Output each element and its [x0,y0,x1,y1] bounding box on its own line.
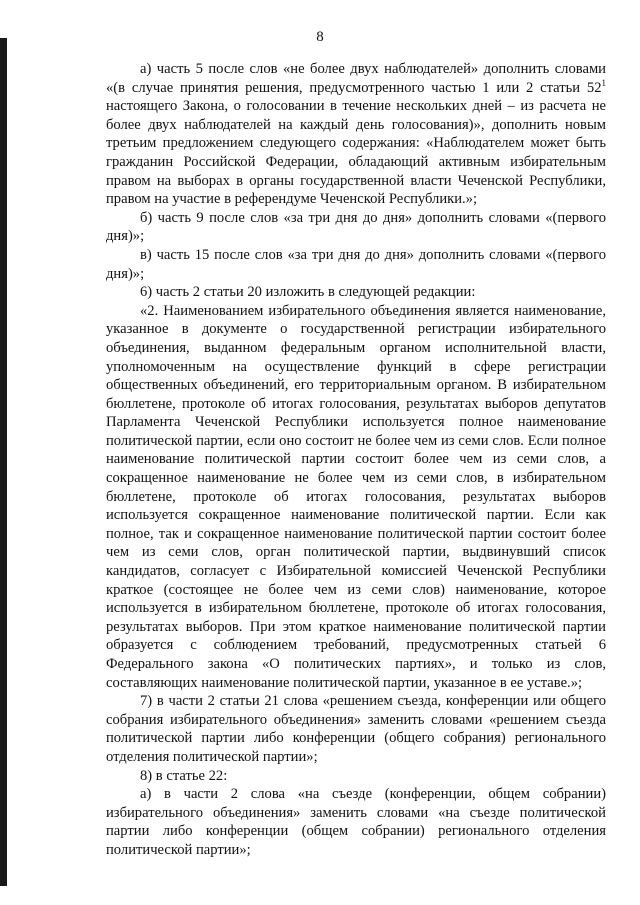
paragraph-text: а) часть 5 после слов «не более двух наблюдателей» дополнить словами «(в случае принятия решения, предусмотренного частью 1 или 2 статьи 52 [106,61,606,96]
document-body [106,60,606,860]
paragraph-amendment-v-part-15: в) часть 15 после слов «за три дня до дня» дополнить словами «(первого дня)»; [106,246,606,282]
paragraph-item-8: 8) в статье 22: [140,767,228,784]
paragraph-item-7: 7) в части 2 статьи 21 слова «решением съезда, конференции или общего собрания избирательного объединения» заменить словами «решением съезда политической партии либо конференции (общего собрания) регионального отделения политической партии»; [106,693,606,765]
scan-edge-bar [0,38,7,886]
paragraph-item-6: 6) часть 2 статьи 20 изложить в следующей редакции: [140,284,476,301]
paragraph-item-8-a: а) в части 2 слова «на съезде (конференции, общем собрании) избирательного объединения» заменить словами «на съезде политической партии либо конференции (общем собрании) регионального отделения политической партии»; [106,786,606,858]
page-number: 8 [316,29,324,45]
paragraph-text-continued: настоящего Закона, о голосовании в течение нескольких дней – из расчета не более двух наблюдателей на каждый день голосования)», дополнить новым третьим предложением следующего содержания: «Наблюдателем может быть гражданин Российской Федерации, обладающий активным избирательным правом на выборах в органы государственной власти Чеченской Республики, правом на участие в референдуме Чеченской Республики.»; [106,98,606,208]
superscript-article-index: 1 [601,77,606,88]
paragraph-article-20-part-2: «2. Наименованием избирательного объединения является наименование, указанное в документе о государственной регистрации избирательного объединения, выданном федеральным органом исполнительной власти, уполномоченным на осуществление функций в сфере регистрации общественных объединений, его территориальным органом. В избирательном бюллетене, протоколе об итогах голосования, результатах выборов депутатов Парламента Чеченской Республики используется полное наименование политической партии, если оно состоит не более чем из семи слов. Если полное наименование политической партии состоит более чем из семи слов, а сокращенное наименование не более чем из семи слов, в избирательном бюллетене, протоколе об итогах голосования, результатах выборов используется сокращенное наименование политической партии. Если как полное, так и сокращенное наименование политической партии состоит более чем из семи слов, орган политической партии, выдвинувший список кандидатов, согласует с Избирательной комиссией Чеченской Республики краткое (состоящее не более чем из семи слов) наименование, которое используется в избирательном бюллетене, протоколе об итогах голосования, результатах выборов. При этом краткое наименование политической партии образуется с соблюдением требований, предусмотренных статьей 6 Федерального закона «О политических партиях», и только из слов, составляющих наименование политической партии, указанное в ее уставе.»; [106,302,606,691]
paragraph-amendment-a-part-5 [106,60,606,209]
paragraph-amendment-b-part-9: б) часть 9 после слов «за три дня до дня» дополнить словами «(первого дня)»; [106,209,606,245]
